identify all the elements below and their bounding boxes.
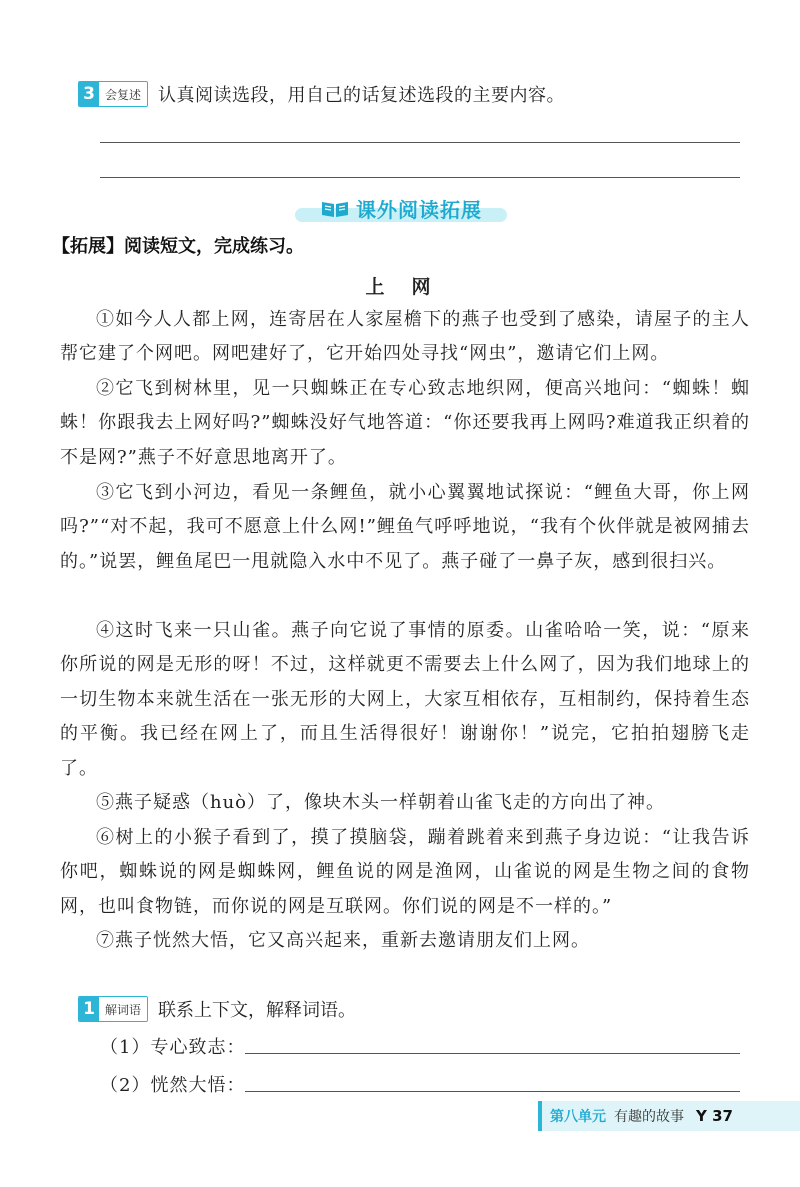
question-1-badge bbox=[78, 996, 148, 1022]
sub-question-1: （1）专心致志： bbox=[100, 1037, 246, 1058]
paragraph-5: ⑤燕子疑惑（huò）了，像块木头一样朝着山雀飞走的方向出了神。 bbox=[96, 792, 666, 813]
unit-label: 第八单元 bbox=[550, 1109, 606, 1125]
paragraph-3: ③它飞到小河边，看见一条鲤鱼，就小心翼翼地试探说：“鲤鱼大哥，你上网吗?”“对不起，我可不愿意上什么网!”鲤鱼气呼呼地说，“我有个伙伴就是被网捕去的。”说罢，鲤鱼尾巴一甩就隐入水中不见了。燕子碰了一鼻子灰，感到很扫兴。 bbox=[60, 482, 750, 572]
extension-text: 阅读短文，完成练习。 bbox=[124, 236, 304, 257]
extension-instruction bbox=[52, 232, 304, 258]
question-tag: 解词语 bbox=[99, 997, 147, 1021]
paragraph-1: ①如今人人都上网，连寄居在人家屋檐下的燕子也受到了感染，请屋子的主人帮它建了个网吧。网吧建好了，它开始四处寻找“网虫”，邀请它们上网。 bbox=[60, 309, 750, 365]
page-number: Y 37 bbox=[696, 1107, 733, 1125]
question-3-badge bbox=[78, 81, 148, 107]
question-prompt: 联系上下文，解释词语。 bbox=[158, 1000, 357, 1021]
question-3 bbox=[78, 80, 565, 108]
question-tag: 会复述 bbox=[99, 82, 147, 106]
section-banner bbox=[295, 190, 507, 226]
paragraph-6: ⑥树上的小猴子看到了，摸了摸脑袋，蹦着跳着来到燕子身边说：“让我告诉你吧，蜘蛛说的网是蜘蛛网，鲤鱼说的网是渔网，山雀说的网是生物之间的食物网，也叫食物链，而你说的网是互联网。你们说的网是不一样的。” bbox=[60, 827, 750, 917]
answer-line[interactable] bbox=[245, 1053, 740, 1054]
extension-label: 【拓展】 bbox=[52, 236, 124, 257]
paragraph-4: ④这时飞来一只山雀。燕子向它说了事情的原委。山雀哈哈一笑，说：“原来你所说的网是无形的呀！不过，这样就更不需要去上什么网了，因为我们地球上的一切生物本来就生活在一张无形的大网上，大家互相依存，互相制约，保持着生态的平衡。我已经在网上了，而且生活得很好！谢谢你！”说完，它拍拍翅膀飞走了。 bbox=[60, 620, 750, 779]
unit-name: 有趣的故事 bbox=[614, 1109, 684, 1125]
answer-line[interactable] bbox=[100, 142, 740, 143]
page-footer bbox=[538, 1101, 800, 1131]
footer-accent-bar bbox=[538, 1101, 542, 1131]
question-number: 3 bbox=[79, 82, 99, 106]
paragraph-7: ⑦燕子恍然大悟，它又高兴起来，重新去邀请朋友们上网。 bbox=[96, 930, 590, 951]
question-prompt: 认真阅读选段，用自己的话复述选段的主要内容。 bbox=[158, 85, 566, 106]
open-book-icon bbox=[320, 198, 350, 218]
answer-line[interactable] bbox=[100, 177, 740, 178]
paragraph-2: ②它飞到树林里，见一只蜘蛛正在专心致志地织网，便高兴地问：“蜘蛛！蜘蛛！你跟我去上网好吗?”蜘蛛没好气地答道：“你还要我再上网吗?难道我正织着的不是网?”燕子不好意思地离开了。 bbox=[60, 378, 750, 468]
question-1 bbox=[78, 995, 356, 1023]
article-title: 上 网 bbox=[365, 276, 435, 298]
sub-question-2: （2）恍然大悟： bbox=[100, 1075, 246, 1096]
question-number: 1 bbox=[79, 997, 99, 1021]
section-title: 课外阅读拓展 bbox=[356, 197, 482, 222]
answer-line[interactable] bbox=[245, 1091, 740, 1092]
